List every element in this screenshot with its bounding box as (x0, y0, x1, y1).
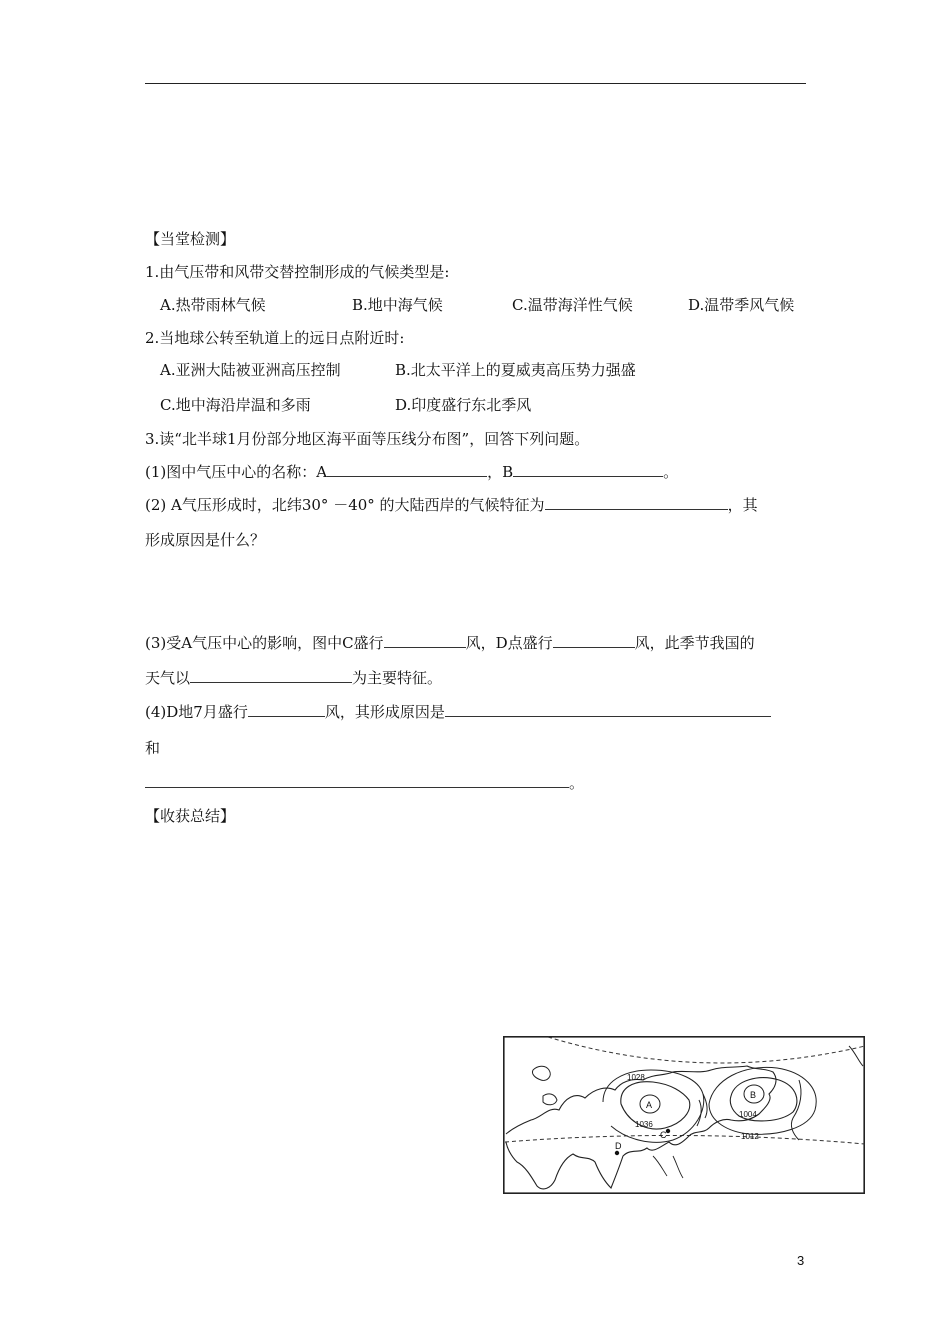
answer-blank-july-wind[interactable] (248, 701, 325, 717)
q3-part-3-cont (145, 667, 442, 688)
q3-p3-text-b: 风，D点盛行 (465, 634, 553, 652)
q1-option-b: B.地中海气候 (352, 296, 443, 314)
q3-p4-text-a: (4)D地7月盛行 (145, 703, 248, 721)
point-d-dot (615, 1151, 619, 1155)
label-center-b: B (750, 1090, 757, 1100)
q3-part-3 (145, 632, 755, 653)
answer-blank-b-name[interactable] (513, 461, 663, 477)
question-1-stem: 1.由气压带和风带交替控制形成的气候类型是: (145, 263, 450, 281)
answer-blank-reason-2[interactable] (145, 772, 569, 788)
q3-part-4-and: 和 (145, 739, 161, 757)
q3-part-2-cont: 形成原因是什么？ (145, 531, 266, 549)
q2-option-c: C.地中海沿岸温和多雨 (160, 396, 311, 414)
isobar-map (503, 1036, 865, 1194)
q3-p1-end: 。 (663, 463, 679, 481)
map-frame (504, 1037, 864, 1193)
q1-option-c: C.温带海洋性气候 (512, 296, 633, 314)
section-heading-check: 【当堂检测】 (145, 230, 236, 248)
q3-p1-text-b: ，B (487, 463, 514, 481)
q3-p3-text-d: 天气以 (145, 669, 191, 687)
q3-p1-text-a: (1)图中气压中心的名称：A (145, 463, 328, 481)
label-1012: 1012 (741, 1132, 759, 1141)
q3-part-2 (145, 494, 758, 515)
q3-p3-text-a: (3)受A气压中心的影响，图中C盛行 (145, 634, 384, 652)
q1-option-d: D.温带季风气候 (688, 296, 795, 314)
question-3-stem: 3.读“北半球1月份部分地区海平面等压线分布图”，回答下列问题。 (145, 430, 590, 448)
label-1028: 1028 (627, 1073, 645, 1082)
q3-part-4-cont (145, 772, 584, 793)
q3-p2-text-b: ，其 (727, 496, 758, 514)
q3-p3-text-c: 风，此季节我国的 (634, 634, 755, 652)
answer-blank-reason-1[interactable] (445, 701, 771, 717)
label-point-c: C (660, 1130, 667, 1140)
answer-blank-a-name[interactable] (327, 461, 487, 477)
answer-blank-weather[interactable] (190, 667, 352, 683)
header-rule (145, 83, 806, 84)
q2-option-b: B.北太平洋上的夏威夷高压势力强盛 (395, 361, 636, 379)
answer-blank-climate-features[interactable] (545, 494, 728, 510)
q2-option-d: D.印度盛行东北季风 (395, 396, 532, 414)
section-heading-summary: 【收获总结】 (145, 807, 236, 825)
answer-blank-d-wind[interactable] (553, 632, 635, 648)
q3-p4-text-b: 风，其形成原因是 (324, 703, 445, 721)
q3-part-1 (145, 461, 678, 482)
label-point-d: D (615, 1141, 622, 1151)
question-2-stem: 2.当地球公转至轨道上的远日点附近时: (145, 329, 405, 347)
q1-option-a: A.热带雨林气候 (160, 296, 266, 314)
label-center-a: A (646, 1100, 653, 1110)
page-number: 3 (797, 1253, 805, 1268)
q3-p2-text-a: (2) A气压形成时，北纬30° －40° 的大陆西岸的气候特征为 (145, 496, 545, 514)
q3-p3-text-e: 为主要特征。 (352, 669, 443, 687)
q2-option-a: A.亚洲大陆被亚洲高压控制 (160, 361, 341, 379)
label-1004: 1004 (739, 1110, 757, 1119)
q3-part-4 (145, 701, 771, 722)
q3-p4-end: 。 (569, 774, 585, 792)
answer-blank-c-wind[interactable] (384, 632, 466, 648)
label-1036: 1036 (635, 1120, 653, 1129)
